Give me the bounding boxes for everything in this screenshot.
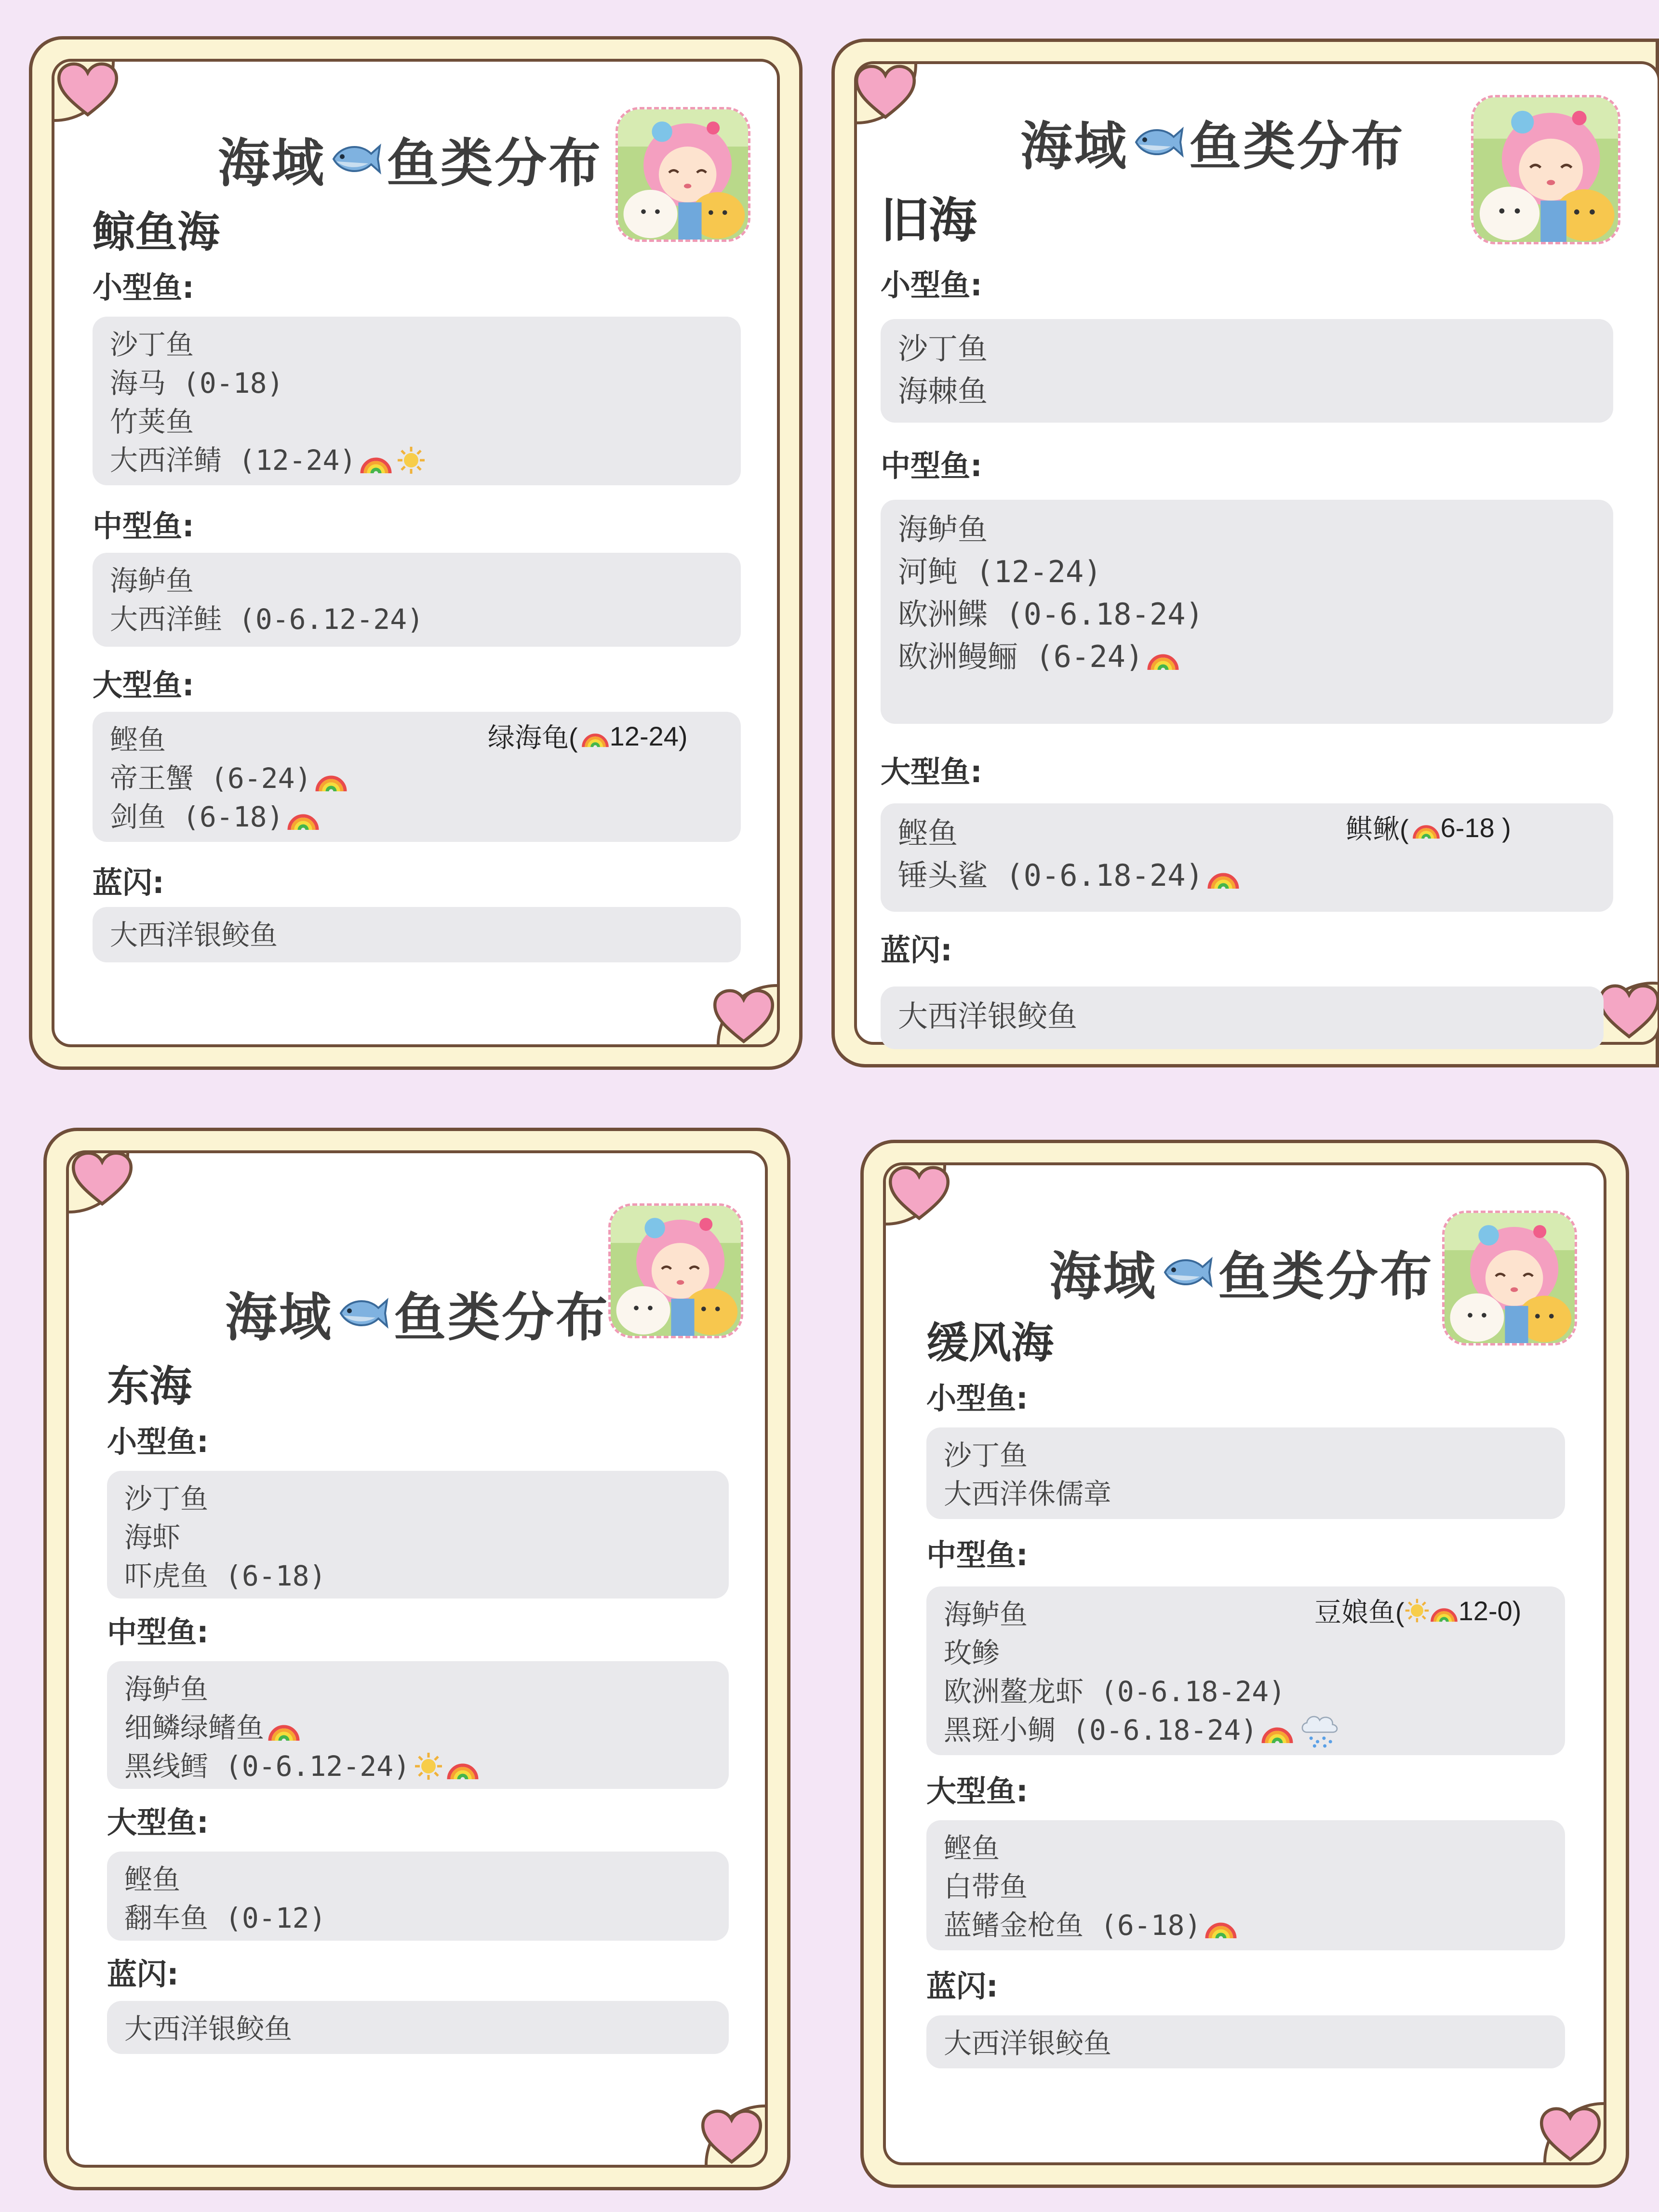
- medium-fish-label: 中型鱼:: [93, 508, 194, 544]
- list-item: 大西洋鲑 (0-6.12-24): [110, 603, 424, 636]
- small-fish-list: [881, 319, 1613, 423]
- sea-name: 东海: [107, 1361, 192, 1411]
- list-item: 鲣鱼: [944, 1832, 1000, 1865]
- blue-flash-list: [926, 2015, 1565, 2068]
- sea-name: 缓风海: [926, 1318, 1054, 1368]
- sea-name: 鲸鱼海: [93, 207, 220, 257]
- sun-icon: [397, 446, 426, 475]
- list-item: 吓虎鱼 (6-18): [124, 1559, 326, 1592]
- heart-icon: [854, 64, 917, 120]
- large-fish-label: 大型鱼:: [93, 667, 194, 703]
- avatar: [1471, 95, 1620, 244]
- large-fish-list: [107, 1852, 729, 1941]
- list-item: 翻车鱼 (0-12): [124, 1902, 326, 1934]
- fish-icon: [1161, 1253, 1214, 1291]
- heart-icon: [1598, 983, 1659, 1040]
- small-fish-list: [107, 1471, 729, 1599]
- list-item: 海鲈鱼: [110, 564, 194, 597]
- list-item: 海鲈鱼: [124, 1673, 209, 1706]
- list-item: 沙丁鱼: [124, 1482, 209, 1515]
- rainbow-icon: [286, 800, 320, 834]
- list-item: 玫鲹: [944, 1637, 1000, 1669]
- medium-fish-label: 中型鱼:: [107, 1614, 209, 1650]
- card-whale-sea: [29, 36, 803, 1070]
- blue-flash-label: 蓝闪:: [93, 865, 164, 900]
- list-item: 沙丁鱼: [944, 1439, 1028, 1472]
- list-item: 大西洋侏儒章: [944, 1478, 1112, 1510]
- large-fish-side-note: 鲯鳅( 6-18 ): [1346, 812, 1511, 844]
- list-item: 大西洋银鲛鱼: [110, 919, 278, 951]
- list-item: 剑鱼 (6-18): [110, 798, 723, 836]
- list-item: 海鲈鱼: [898, 512, 988, 547]
- rainbow-icon: [1430, 1596, 1458, 1625]
- list-item: 大西洋银鲛鱼: [944, 2027, 1112, 2060]
- card-title: [1049, 1235, 1434, 1309]
- small-fish-label: 小型鱼:: [93, 270, 194, 305]
- title-left: 海域: [1049, 1247, 1158, 1307]
- title-left: 海域: [1020, 117, 1129, 177]
- title-right: 鱼类分布: [394, 1288, 610, 1348]
- list-item: 帝王蟹 (6-24): [110, 759, 723, 798]
- medium-fish-list: [881, 500, 1613, 724]
- small-fish-list: [926, 1427, 1565, 1519]
- fish-icon: [1132, 123, 1185, 161]
- large-fish-label: 大型鱼:: [881, 754, 982, 789]
- list-item: 鲣鱼: [110, 723, 166, 756]
- small-fish-label: 小型鱼:: [107, 1424, 209, 1459]
- heart-icon: [712, 988, 775, 1045]
- medium-fish-list: [93, 553, 741, 647]
- blue-flash-label: 蓝闪:: [926, 1969, 998, 2004]
- title-left: 海域: [225, 1288, 334, 1348]
- blue-flash-list: [93, 907, 741, 962]
- heart-icon: [1539, 2106, 1602, 2163]
- list-item: 欧洲鳗鲡 (6-24): [898, 636, 1596, 678]
- list-item: 黑线鳕 (0-6.12-24): [124, 1747, 711, 1786]
- title-right: 鱼类分布: [1189, 117, 1405, 177]
- card-old-sea: [831, 39, 1659, 1067]
- avatar: [608, 1203, 743, 1338]
- list-item: 河鲀 (12-24): [898, 554, 1102, 589]
- small-fish-label: 小型鱼:: [926, 1381, 1028, 1416]
- card-title: [1020, 105, 1405, 179]
- heart-icon: [700, 2108, 763, 2165]
- large-fish-side-note: 绿海龟( 12-24): [488, 720, 688, 753]
- list-item: 锤头鲨 (0-6.18-24): [898, 854, 1596, 897]
- card-title: [225, 1276, 610, 1350]
- title-right: 鱼类分布: [387, 133, 603, 194]
- fish-icon: [330, 140, 383, 178]
- card-east-sea: [43, 1128, 790, 2190]
- list-item: 白带鱼: [944, 1870, 1028, 1903]
- list-item: 大西洋鲭 (12-24): [110, 441, 723, 480]
- list-item: 沙丁鱼: [110, 328, 194, 361]
- list-item: 竹荚鱼: [110, 405, 194, 438]
- rainbow-icon: [359, 443, 393, 477]
- rain-cloud-icon: [1298, 1711, 1341, 1749]
- medium-fish-list: [107, 1661, 729, 1789]
- list-item: 黑斑小鲷 (0-6.18-24): [944, 1711, 1548, 1749]
- list-item: 海马 (0-18): [110, 367, 284, 400]
- fish-icon: [337, 1294, 390, 1332]
- small-fish-label: 小型鱼:: [881, 267, 982, 303]
- sun-icon: [414, 1752, 443, 1781]
- list-item: 沙丁鱼: [898, 331, 988, 366]
- rainbow-icon: [267, 1711, 301, 1745]
- list-item: 海棘鱼: [898, 373, 988, 409]
- blue-flash-list: [881, 986, 1604, 1049]
- rainbow-icon: [1206, 859, 1240, 893]
- sea-name: 旧海: [881, 192, 977, 249]
- large-fish-list: [926, 1820, 1565, 1950]
- list-item: 大西洋银鲛鱼: [898, 999, 1078, 1034]
- list-item: 鲣鱼: [898, 815, 958, 851]
- list-item: 蓝鳍金枪鱼 (6-18): [944, 1906, 1548, 1945]
- large-fish-label: 大型鱼:: [107, 1805, 209, 1840]
- list-item: 细鳞绿鳍鱼: [124, 1708, 711, 1747]
- title-left: 海域: [218, 133, 326, 194]
- card-title: [218, 121, 602, 196]
- rainbow-icon: [446, 1749, 480, 1783]
- avatar: [615, 107, 750, 242]
- blue-flash-list: [107, 2001, 729, 2054]
- title-right: 鱼类分布: [1218, 1247, 1434, 1307]
- blue-flash-label: 蓝闪:: [107, 1957, 179, 1992]
- list-item: 大西洋银鲛鱼: [124, 2012, 293, 2045]
- avatar: [1442, 1211, 1577, 1346]
- rainbow-icon: [1412, 813, 1441, 842]
- list-item: 鲣鱼: [124, 1863, 181, 1896]
- list-item: 欧洲鳌龙虾 (0-6.18-24): [944, 1675, 1286, 1708]
- rainbow-icon: [1146, 640, 1180, 674]
- large-fish-label: 大型鱼:: [926, 1773, 1028, 1809]
- heart-icon: [71, 1150, 134, 1207]
- medium-fish-label: 中型鱼:: [926, 1537, 1028, 1572]
- list-item: 欧洲鲽 (0-6.18-24): [898, 597, 1204, 632]
- small-fish-list: [93, 317, 741, 485]
- sun-icon: [1405, 1598, 1430, 1623]
- blue-flash-label: 蓝闪:: [881, 933, 952, 968]
- medium-fish-label: 中型鱼:: [881, 448, 982, 483]
- rainbow-icon: [581, 721, 610, 750]
- rainbow-icon: [314, 761, 348, 795]
- rainbow-icon: [1260, 1713, 1294, 1747]
- list-item: 海虾: [124, 1521, 181, 1554]
- card-breeze-sea: [860, 1140, 1629, 2188]
- medium-fish-side-note: 豆娘鱼( 12-0): [1314, 1595, 1522, 1627]
- heart-icon: [56, 61, 119, 118]
- list-item: 海鲈鱼: [944, 1598, 1028, 1631]
- rainbow-icon: [1204, 1908, 1238, 1942]
- heart-icon: [888, 1165, 950, 1222]
